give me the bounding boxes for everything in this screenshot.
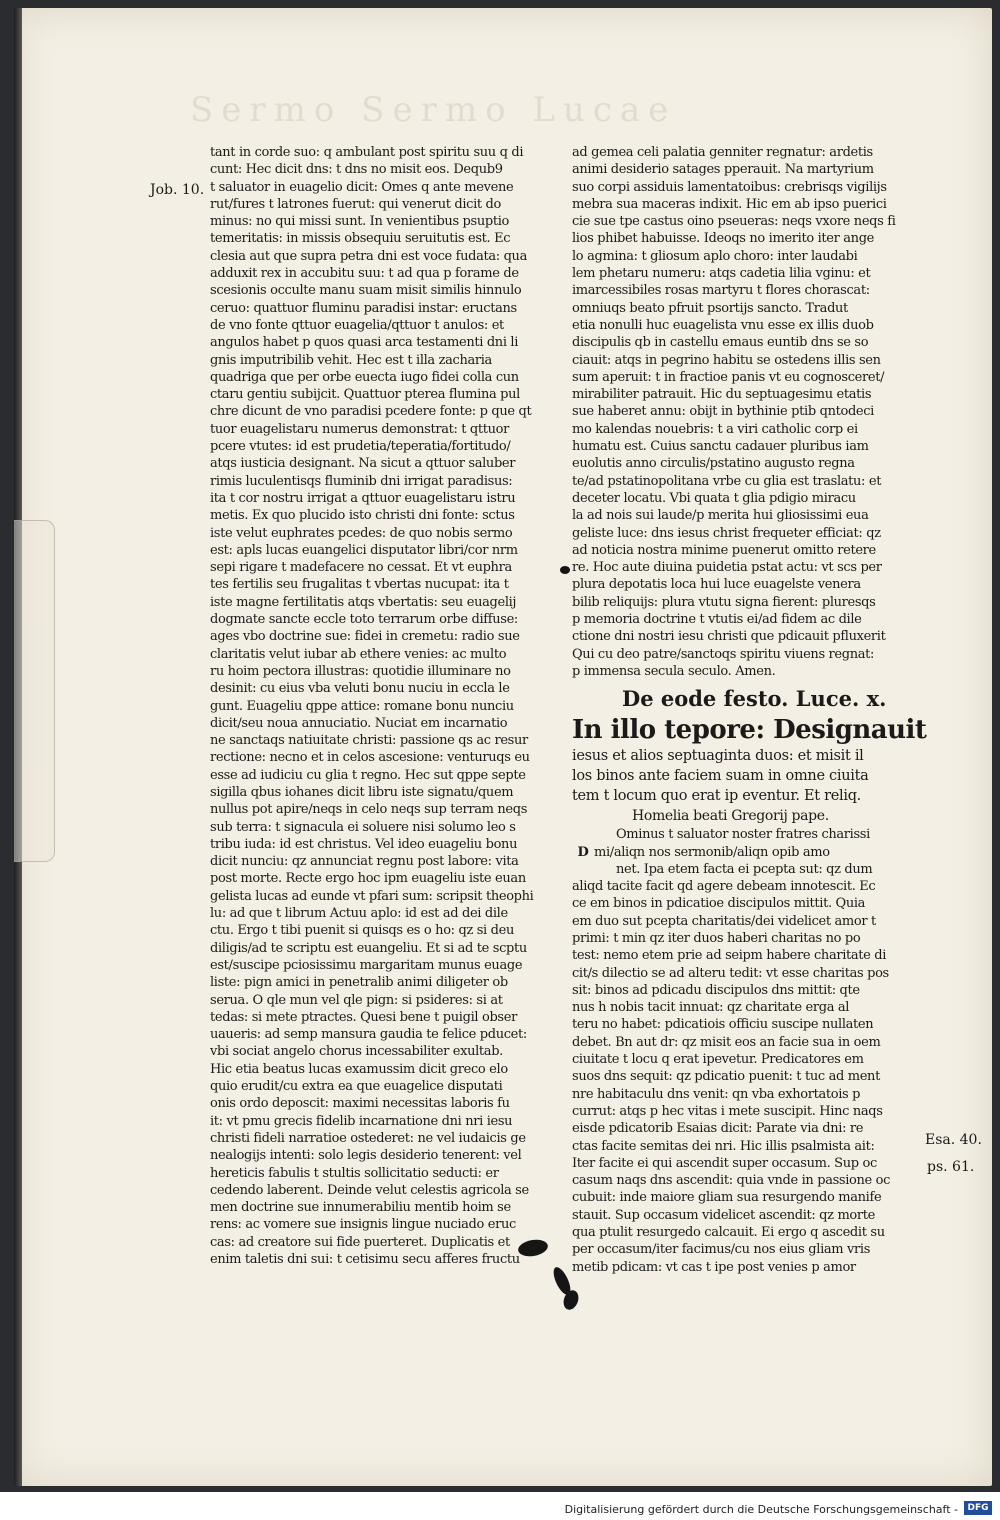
text-line: enim taletis dni sui: t cetisimu secu afferes fructu (210, 1252, 520, 1267)
footer-credit: Digitalisierung gefördert durch die Deutsche Forschungsgemeinschaft - (564, 1503, 958, 1516)
text-line: tribu iuda: id est christus. Vel ideo euageliu bonu (210, 836, 518, 852)
text-line: p immensa secula seculo. Amen. (572, 663, 776, 679)
text-line: diligis/ad te scriptu est euangeliu. Et si ad te scptu (210, 940, 527, 956)
text-line: hereticis fabulis t stultis sollicitatio seducti: er (210, 1165, 499, 1181)
homily-line: Iter facite ei qui ascendit super occasum. Sup oc (572, 1155, 877, 1171)
text-line: suo corpi assiduis lamentatoibus: crebrisqs vigilijs (572, 179, 887, 195)
text-line: ita t cor nostru irrigat a qttuor euagelistaru istru (210, 490, 516, 506)
text-line: iste magne fertilitatis atqs vbertatis: seu euagelij (210, 594, 517, 610)
text-line: rut/fures t latrones fuerut: qui venerut dicit do (210, 196, 501, 212)
homily-line: ctas facite semitas dei nri. Hic illis psalmista ait: (572, 1138, 875, 1154)
text-line: men doctrine sue innumerabiliu mentib hoim se (210, 1200, 511, 1216)
text-line: metis. Ex quo plucido isto christi dni fonte: sctus (210, 508, 515, 524)
homily-line: nre habitaculu dns venit: qn vba exhortatois p (572, 1086, 861, 1102)
text-line: liste: pign amici in penetralib animi diligeter ob (210, 975, 508, 991)
right-text-column (572, 144, 927, 1276)
text-line: deceter locatu. Vbi quata t glia pdigio miracu (572, 490, 856, 506)
text-line: rimis luculentisqs fluminib dni irrigat paradisus: (210, 473, 513, 489)
homily-line: teru no habet: pdicatiois officiu suscipe nullaten (572, 1017, 874, 1033)
text-line: animi desiderio satages pperauit. Na martyrium (572, 162, 874, 178)
text-line: cas: ad creatore sui fide puerteret. Duplicatis et (210, 1234, 510, 1250)
text-line: ciauit: atqs in pegrino habitu se ostedens illis sen (572, 352, 881, 368)
text-line: lu: ad que t librum Actuu aplo: id est ad dei dile (210, 906, 508, 922)
text-line: p memoria doctrine t vtutis ei/ad fidem ac dile (572, 612, 862, 628)
homily-line: stauit. Sup occasum videlicet ascendit: qz morte (572, 1207, 875, 1223)
text-line: mo kalendas nouebris: t a viri catholic corp ei (572, 421, 858, 437)
text-line: rens: ac vomere sue insignis lingue nuciado eruc (210, 1217, 516, 1233)
text-line: tant in corde suo: q ambulant post spiritu suu q di (210, 145, 524, 160)
text-line: sepi rigare t madefacere no cessat. Et vt euphra (210, 560, 512, 576)
text-line: cedendo laberent. Deinde velut celestis agricola se (210, 1182, 529, 1198)
homily-line: suos dns sequit: qz pdicatio puenit: t tuc ad ment (572, 1069, 880, 1085)
text-line: rectione: necno et in celos ascesione: venturuqs eu (210, 750, 530, 766)
text-line: tedas: si mete ptractes. Quesi bene t puigil obser (210, 1009, 517, 1025)
page-clip-mark (14, 520, 55, 862)
text-line: la ad nois sui laude/p merita hui gliosissimi eua (572, 508, 869, 524)
text-line: mirabiliter patrauit. Hic du septuagesimu etatis (572, 387, 872, 403)
text-line: lo agmina: t gliosum aplo choro: inter laudabi (572, 248, 858, 264)
text-line: sum aperuit: t in fractioe panis vt eu cognosceret/ (572, 369, 885, 385)
homily-line: test: nemo etem prie ad seipm habere charitate di (572, 948, 887, 964)
text-line: gunt. Euageliu qppe attice: romane bonu nunciu (210, 698, 514, 714)
text-line: imarcessibiles rosas martyru t flores chorascat: (572, 283, 870, 299)
text-line: ad noticia nostra minime puenerut omitto retere (572, 542, 876, 558)
homily-text (572, 826, 922, 1276)
text-line: christi fideli narratioe ostederet: ne vel iudaicis ge (210, 1130, 526, 1146)
homily-line: metib pdicam: vt cas t ipe post venies p amor (572, 1259, 856, 1275)
homily-line: nus h nobis tacit innuat: qz charitate erga al (572, 1000, 850, 1016)
text-line: plura depotatis loca hui luce euagelste venera (572, 577, 861, 593)
text-line: t saluator in euagelio dicit: Omes q ante mevene (210, 179, 514, 195)
text-line: nullus pot apire/neqs in celo neqs sup terram neqs (210, 802, 528, 818)
text-line: ctu. Ergo t tibi puenit si quisqs es o ho: qz si deu (210, 923, 514, 939)
text-line: serua. O qle mun vel qle pign: si psideres: si at (210, 992, 503, 1008)
text-line: chre dicunt de vno paradisi pcedere fonte: p que qt (210, 404, 532, 420)
pericope-line: iesus et alios septuaginta duos: et misit il (572, 748, 864, 765)
text-line: cie sue tpe castus oino pseueras: neqs vxore neqs fi (572, 214, 896, 230)
text-line: ad gemea celi palatia genniter regnatur: ardetis (572, 145, 873, 160)
text-line: ne sanctaqs natiuitate christi: passione qs ac resur (210, 733, 528, 749)
text-line: de vno fonte qttuor euagelia/qttuor t anulos: et (210, 317, 504, 333)
text-line: dogmate sancte eccle toto terrarum orbe diffuse: (210, 612, 518, 628)
homily-line: debet. Bn aut dr: qz misit eos an facie sua in oem (572, 1034, 881, 1050)
text-line: sue haberet annu: obijt in bythinie ptib qntodeci (572, 404, 874, 420)
text-line: desinit: cu eius vba veluti bonu nuciu in eccla le (210, 681, 510, 697)
homily-title: Homelia beati Gregorij pape. (632, 808, 829, 825)
text-line: gnis imputribilib vehit. Hec est t illa zacharia (210, 352, 492, 368)
text-line: nealogijs intenti: solo legis desiderio tenerent: vel (210, 1148, 522, 1164)
text-line: re. Hoc aute diuina puidetia pstat actu: vt scs per (572, 560, 882, 576)
text-line: ceruo: quattuor fluminu paradisi instar: eructans (210, 300, 517, 316)
homily-line: currut: atqs p hec vitas i mete suscipit. Hinc naqs (572, 1103, 883, 1119)
text-line: clesia aut que supra petra dni est voce fudata: qua (210, 248, 527, 264)
dfg-logo: DFG (964, 1501, 992, 1515)
text-line: uaueris: ad semp mansura gaudia te felice pducet: (210, 1027, 527, 1043)
text-line: adduxit rex in accubitu suu: t ad qua p forame de (210, 266, 519, 282)
left-text-column (210, 144, 555, 1268)
pericope-text (572, 746, 922, 806)
text-line: mebra sua maceras indixit. Hic em ab ipso puerici (572, 196, 887, 212)
homily-line: net. Ipa etem facta ei pcepta sut: qz dum (616, 861, 873, 877)
text-line: Qui cu deo patre/sanctoqs spiritu viuens regnat: (572, 646, 875, 662)
text-line: etia nonulli huc euagelista vnu esse ex illis duob (572, 317, 874, 333)
text-line: quio erudit/cu extra ea que euagelice disputati (210, 1079, 503, 1095)
homily-line-text: mi/aliqn nos sermonib/aliqn opib amo (594, 844, 830, 860)
text-line: geliste luce: dns iesus christ frequeter efficiat: qz (572, 525, 881, 541)
text-line: Hic etia beatus lucas examussim dicit greco elo (210, 1061, 508, 1077)
text-line: pcere vtutes: id est prudetia/teperatia/fortitudo/ (210, 439, 511, 455)
text-line: bilib reliquijs: plura vtutu signa fierent: pluresqs (572, 594, 876, 610)
text-line: omniuqs beato pfruit psortijs sancto. Tradut (572, 300, 848, 316)
homily-line: ciuitate t locu q erat ipevetur. Predicatores em (572, 1052, 864, 1068)
homily-line: eisde pdicatorib Esaias dicit: Parate via dni: re (572, 1121, 864, 1137)
homily-line: ce em binos in pdicatioe discipulos mittit. Quia (572, 896, 866, 912)
margin-note-job: Job. 10. (150, 182, 205, 198)
text-line: te/ad pstatinopolitana vrbe cu glia est traslatu: et (572, 473, 882, 489)
text-line: sigilla qbus iohanes dicit libru iste signatu/quem (210, 784, 514, 800)
pericope-heading: In illo tepore: Designauit (572, 715, 927, 746)
margin-note-ps: ps. 61. (927, 1159, 975, 1175)
text-line: post morte. Recte ergo hoc ipm euageliu iste euan (210, 871, 526, 887)
right-column-top-text (572, 144, 922, 680)
pericope-line: los binos ante faciem suam in omne ciuita (572, 768, 869, 785)
text-line: it: vt pmu grecis fidelib incarnatione dni nri iesu (210, 1113, 513, 1129)
text-line: esse ad iudiciu cu glia t regno. Hec sut qppe septe (210, 767, 526, 783)
text-line: claritatis velut iubar ab ethere venies: ac multo (210, 646, 507, 662)
text-line: humatu est. Cuius sanctu cadauer pluribus iam (572, 439, 869, 455)
homily-line: em duo sut pcepta charitatis/dei videlicet amor t (572, 913, 876, 929)
text-line: dicit nunciu: qz annunciat regnu post labore: vita (210, 854, 519, 870)
bleed-through-text: Sermo Sermo Lucae (190, 90, 677, 130)
text-line: dicit/seu noua annuciatio. Nuciat em incarnatio (210, 715, 508, 731)
pericope-line: tem t locum quo erat ip eventur. Et reliq. (572, 788, 861, 805)
homily-line: casum naqs dns ascendit: quia vnde in passione oc (572, 1173, 891, 1189)
text-line: est/suscipe pciosissimu margaritam munus euage (210, 957, 523, 973)
homily-line: sit: binos ad pdicadu discipulos dns mittit: qte (572, 982, 860, 998)
text-line: temeritatis: in missis obsequiu seruitutis est. Ec (210, 231, 511, 247)
homily-line: qua ptulit resurgedo calcauit. Ei ergo q ascedit su (572, 1225, 885, 1241)
text-line: sub terra: t signacula ei soluere nisi solumo leo s (210, 819, 516, 835)
homily-line: primi: t min qz iter duos haberi charitas no po (572, 930, 861, 946)
homily-line: cit/s dilectio se ad alteru tedit: vt esse charitas pos (572, 965, 889, 981)
homily-line: per occasum/iter facimus/cu nos eius gliam vris (572, 1242, 871, 1258)
text-line: atqs iusticia designant. Na sicut a qttuor saluber (210, 456, 516, 472)
text-line: est: apls lucas euangelici disputator libri/cor nrm (210, 542, 518, 558)
ink-dot (560, 566, 570, 574)
homily-line: Ominus t saluator noster fratres charissi (616, 827, 870, 843)
text-line: ctaru gentiu subijcit. Quattuor pterea flumina pul (210, 387, 520, 403)
text-line: lem phetaru numeru: atqs cadetia lilia vginu: et (572, 266, 871, 282)
text-line: tuor euagelistaru numerus demonstrat: t qttuor (210, 421, 510, 437)
text-line: tes fertilis seu frugalitas t vbertas nucupat: ita t (210, 577, 509, 593)
text-line: minus: no qui missi sunt. In venientibus psuptio (210, 214, 510, 230)
text-line: lios phibet habuisse. Ideoqs no imerito iter ange (572, 231, 875, 247)
text-line: ctione dni nostri iesu christi que pdicauit pfluxerit (572, 629, 886, 645)
text-line: cunt: Hec dicit dns: t dns no misit eos. Dequb9 (210, 162, 503, 178)
text-line: euolutis anno circulis/pstatino augusto regna (572, 456, 855, 472)
homily-line: cubuit: inde maiore gliam sua resurgendo manife (572, 1190, 882, 1206)
text-line: angulos habet p quos quasi arca testamenti dni li (210, 335, 519, 351)
text-line: onis ordo deposcit: maximi necessitas laboris fu (210, 1096, 510, 1112)
text-line: scesionis occulte manu suam misit similis hinnulo (210, 283, 522, 299)
text-line: quadriga que per orbe euecta iugo fidei colla cun (210, 369, 519, 385)
text-line: iste velut euphrates pcedes: de quo nobis sermo (210, 525, 513, 541)
homily-line: aliqd tacite facit qd agere debeam innotescit. Ec (572, 879, 876, 895)
text-line: ages vbo doctrine sue: fidei in cremetu: radio sue (210, 629, 520, 645)
homily-initial-letter: D (577, 844, 589, 860)
margin-note-esa: Esa. 40. (925, 1132, 982, 1148)
text-line: gelista lucas ad eunde vt pfari sum: scripsit theophi (210, 888, 534, 904)
text-line: discipulis qb in castellu emaus euntib dns se so (572, 335, 869, 351)
text-line: vbi sociat angelo chorus incessabiliter exultab. (210, 1044, 503, 1060)
text-line: ru hoim pectora illustras: quotidie illuminare no (210, 663, 511, 679)
homily-line (572, 844, 922, 861)
feast-heading: De eode festo. Luce. x. (622, 686, 887, 712)
